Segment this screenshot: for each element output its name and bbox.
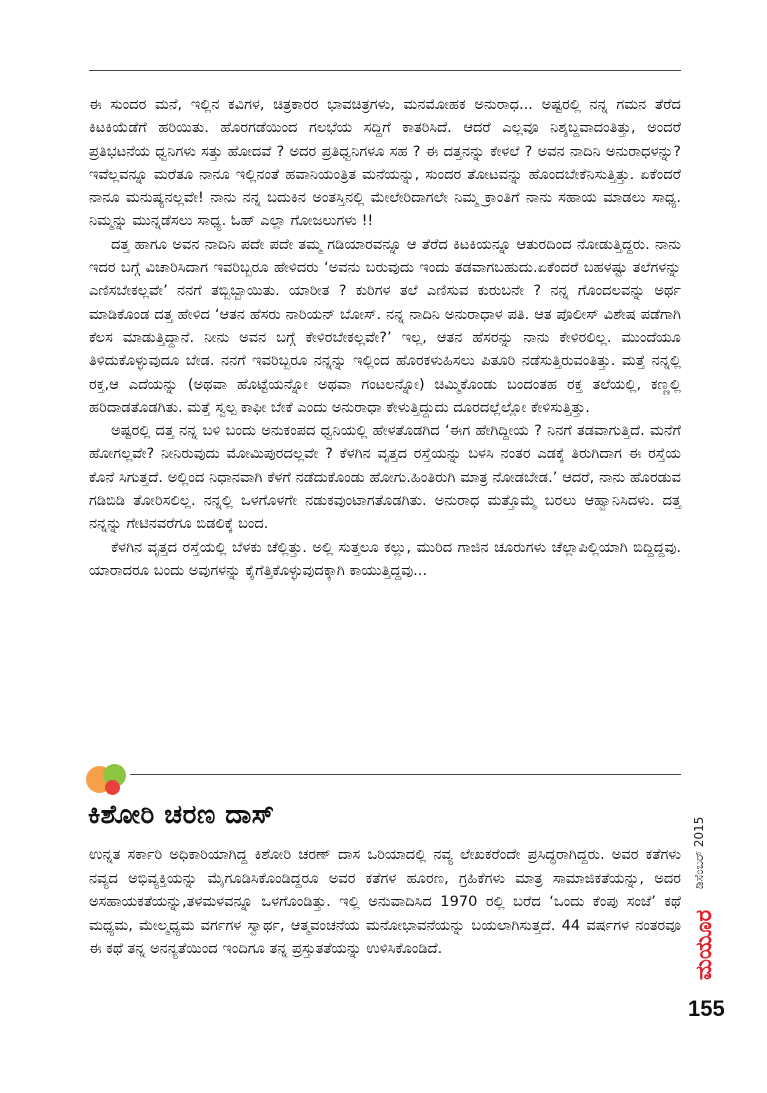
story-paragraph: ಈ ಸುಂದರ ಮನೆ, ಇಲ್ಲಿನ ಕವಿಗಳ, ಚಿತ್ರಕಾರರ ಭಾವಚಿತ್ರಗಳು, ಮನಮೋಹಕ ಅನುರಾಧ... ಅಷ್ಟರಲ್ಲಿ ನನ್ನ ಗಮನ ತೆರೆದ ಕಿಟಕಿಯೆಡೆಗೆ ಹರಿಯಿತು. ಹೊರಗಡೆಯಿಂದ ಗಲಭೆಯ ಸದ್ದಿಗೆ ಕಾತರಿಸಿದೆ. ಆದರೆ ಎಲ್ಲವೂ ನಿಶ್ಶಬ್ದವಾದಂತಿತ್ತು, ಅಂದರೆ ಪ್ರತಿಭಟನೆಯ ಧ್ವನಿಗಳು ಸತ್ತು ಹೋದವೆ ? ಅದರ ಪ್ರತಿಧ್ವನಿಗಳೂ ಸಹ ? ಈ ದತ್ತನನ್ನು ಕೇಳಲೆ ? ಅವನ ನಾದಿನಿ ಅನುರಾಧಳನ್ನು? ಇವೆಲ್ಲವನ್ನೂ ಮರೆತೂ ನಾನೂ ಇಲ್ಲಿನಂತೆ ಹವಾನಿಯಂತ್ರಿತ ಮನೆಯನ್ನು, ಸುಂದರ ತೋಟವನ್ನು ಹೊಂದಬೇಕೆನಿಸುತ್ತಿತ್ತು. ಏಕೆಂದರೆ ನಾನೂ ಮನುಷ್ಯನಲ್ಲವೇ! ನಾನು ನನ್ನ ಬದುಕಿನ ಅಂತಸ್ತಿನಲ್ಲಿ ಮೇಲೇರಿದಾಗಲೇ ನಿಮ್ಮ ಕ್ರಾಂತಿಗೆ ನಾನು ಸಹಾಯ ಮಾಡಲು ಸಾಧ್ಯ. ನಿಮ್ಮನ್ನು ಮುನ್ನಡೆಸಲು ಸಾಧ್ಯ. ಓಹ್ ಎಲ್ಲಾ ಗೋಜಲುಗಳು !! [89, 96, 681, 230]
section-divider [86, 760, 686, 800]
author-bio [89, 843, 681, 961]
side-masthead [692, 808, 722, 988]
red-dot-icon [105, 780, 120, 795]
story-paragraph: ದತ್ತ ಹಾಗೂ ಅವನ ನಾದಿನಿ ಪದೇ ಪದೇ ತಮ್ಮ ಗಡಿಯಾರವನ್ನೂ ಆ ತೆರೆದ ಕಿಟಕಿಯನ್ನೂ ಆತುರದಿಂದ ನೋಡುತ್ತಿದ್ದರು. ನಾನು ಇದರ ಬಗ್ಗೆ ವಿಚಾರಿಸಿದಾಗ ಇವರಿಬ್ಬರೂ ಹೇಳಿದರು ‘ಅವನು ಬರುವುದು ಇಂದು ತಡವಾಗಬಹುದು.ಏಕೆಂದರೆ ಬಹಳಷ್ಟು ತಲೆಗಳನ್ನು ಎಣಿಸಬೇಕಲ್ಲವೇ’ ನನಗೆ ತಬ್ಬಿಬ್ಬಾಯಿತು. ಯಾರೀತ ? ಕುರಿಗಳ ತಲೆ ಎಣಿಸುವ ಕುರುಬನೇ ? ನನ್ನ ಗೊಂದಲವನ್ನು ಅರ್ಥ ಮಾಡಿಕೊಂಡ ದತ್ತ ಹೇಳಿದ ‘ಆತನ ಹೆಸರು ನಾರಿಯನ್ ಬೋಸ್. ನನ್ನ ನಾದಿನಿ ಅನುರಾಧಾಳ ಪತಿ. ಆತ ಪೊಲೀಸ್ ವಿಶೇಷ ಪಡೆಗಾಗಿ ಕೆಲಸ ಮಾಡುತ್ತಿದ್ದಾನೆ. ನೀನು ಅವನ ಬಗ್ಗೆ ಕೇಳಿರಬೇಕಲ್ಲವೇ?’ ಇಲ್ಲ, ಆತನ ಹೆಸರನ್ನು ನಾನು ಕೇಳಿರಲಿಲ್ಲ. ಮುಂದೆಯೂ ತಿಳಿದುಕೊಳ್ಳುವುದೂ ಬೇಡ. ನನಗೆ ಇವರಿಬ್ಬರೂ ನನ್ನನ್ನು ಇಲ್ಲಿಂದ ಹೊರಕಳುಹಿಸಲು ಪಿತೂರಿ ನಡೆಸುತ್ತಿರುವಂತಿತ್ತು. ಮತ್ತೆ ನನ್ನಲ್ಲಿ ರಕ್ತ,ಆ ಎದೆಯನ್ನು (ಅಥವಾ ಹೊಟ್ಟೆಯನ್ನೋ ಅಥವಾ ಗಂಟಲನ್ನೋ) ಚಿಮ್ಮಿಕೊಂಡು ಬಂದಂತಹ ರಕ್ತ ತಲೆಯಲ್ಲಿ, ಕಣ್ಣಲ್ಲಿ ಹರಿದಾಡತೊಡಗಿತು. ಮತ್ತೆ ಸ್ವಲ್ಪ ಕಾಫೀ ಬೇಕೆ ಎಂದು ಅನುರಾಧಾ ಕೇಳುತ್ತಿದ್ದುದು ದೂರದಲ್ಲೆಲ್ಲೋ ಕೇಳಿಸುತ್ತಿತ್ತು. [89, 235, 681, 416]
issue-date: ಡಿಸೆಂಬರ್ 2015 [692, 816, 706, 890]
author-heading: ಕಿಶೋರಿ ಚರಣ ದಾಸ್ [88, 800, 275, 830]
story-paragraph: ಕೆಳಗಿನ ವೃತ್ತದ ರಸ್ತೆಯಲ್ಲಿ ಬೆಳಕು ಚೆಲ್ಲಿತ್ತು. ಅಲ್ಲಿ ಸುತ್ತಲೂ ಕಲ್ಲು, ಮುರಿದ ಗಾಜಿನ ಚೂರುಗಳು ಚೆಲ್ಲಾಪಿಲ್ಲಿಯಾಗಿ ಬಿದ್ದಿದ್ದವು. ಯಾರಾದರೂ ಬಂದು ಅವುಗಳನ್ನು ಕೈಗೆತ್ತಿಕೊಳ್ಳುವುದಕ್ಕಾಗಿ ಕಾಯುತ್ತಿದ್ದವು... [89, 538, 681, 579]
author-bio-text: ಉನ್ನತ ಸರ್ಕಾರಿ ಅಧಿಕಾರಿಯಾಗಿದ್ದ ಕಿಶೋರಿ ಚರಣ್ ದಾಸ ಒರಿಯಾದಲ್ಲಿ ನವ್ಯ ಲೇಖಕರೆಂದೇ ಪ್ರಸಿದ್ಧರಾಗಿದ್ದರು. ಅವರ ಕತೆಗಳು ನವ್ಯದ ಅಭಿವ್ಯಕ್ತಿಯನ್ನು ಮೈಗೂಡಿಸಿಕೊಂಡಿದ್ದರೂ ಅವರ ಕತೆಗಳ ಹೂರಣ, ಗ್ರಹಿಕೆಗಳು ಮಾತ್ರ ಸಾಮಾಜಿಕತೆಯನ್ನು, ಅದರ ಅಸಹಾಯಕತೆಯನ್ನು,ತಳಮಳವನ್ನೂ ಒಳಗೊಂಡಿತ್ತು. ಇಲ್ಲಿ ಅನುವಾದಿಸಿದ 1970 ರಲ್ಲಿ ಬರೆದ ‘ಒಂದು ಕೆಂಪು ಸಂಜೆ’ ಕಥೆ ಮಧ್ಯಮ, ಮೇಲ್ಮಧ್ಯಮ ವರ್ಗಗಳ ಸ್ವಾರ್ಥ, ಆತ್ಮವಂಚನೆಯ ಮನೋಭಾವನೆಯನ್ನು ಬಯಲಾಗಿಸುತ್ತದೆ. 44 ವರ್ಷಗಳ ನಂತರವೂ ಈ ಕಥೆ ತನ್ನ ಅನನ್ಯತೆಯಿಂದ ಇಂದಿಗೂ ತನ್ನ ಪ್ರಸ್ತುತತೆಯನ್ನು ಉಳಿಸಿಕೊಂಡಿದೆ. [89, 846, 681, 957]
story-body [89, 93, 681, 582]
divider-line [130, 774, 681, 775]
magazine-logo: ಮಯೂರ [692, 909, 717, 981]
top-divider [89, 70, 681, 71]
page-number: 155 [688, 996, 725, 1021]
story-paragraph: ಅಷ್ಟರಲ್ಲಿ ದತ್ತ ನನ್ನ ಬಳಿ ಬಂದು ಅನುಕಂಪದ ಧ್ವನಿಯಲ್ಲಿ ಹೇಳತೊಡಗಿದ ‘ಈಗ ಹೇಗಿದ್ದೀಯ ? ನಿನಗೆ ತಡವಾಗುತ್ತಿದೆ. ಮನೆಗೆ ಹೋಗಲ್ಲವೇ? ನೀನಿರುವುದು ಮೋಮಿಪುರದಲ್ಲವೇ ? ಕೆಳಗಿನ ವೃತ್ತದ ರಸ್ತೆಯನ್ನು ಬಳಸಿ ನಂತರ ಎಡಕ್ಕೆ ತಿರುಗಿದಾಗ ಈ ರಸ್ತೆಯ ಕೊನೆ ಸಿಗುತ್ತದೆ. ಅಲ್ಲಿಂದ ನಿಧಾನವಾಗಿ ಕೆಳಗೆ ನಡೆದುಕೊಂಡು ಹೋಗು.ಹಿಂತಿರುಗಿ ಮಾತ್ರ ನೋಡಬೇಡ.’ ಆದರೆ, ನಾನು ಹೊರಡುವ ಗಡಿಬಿಡಿ ತೋರಿಸಲಿಲ್ಲ. ನನ್ನಲ್ಲಿ ಒಳಗೊಳಗೇ ನಡುಕವುಂಟಾಗತೊಡಗಿತು. ಅನುರಾಧ ಮತ್ತೊಮ್ಮೆ ಬರಲು ಆಹ್ವಾನಿಸಿದಳು. ದತ್ತ ನನ್ನನ್ನು ಗೇಟಿನವರೆಗೂ ಬಿಡಲಿಕ್ಕೆ ಬಂದ. [89, 422, 681, 533]
